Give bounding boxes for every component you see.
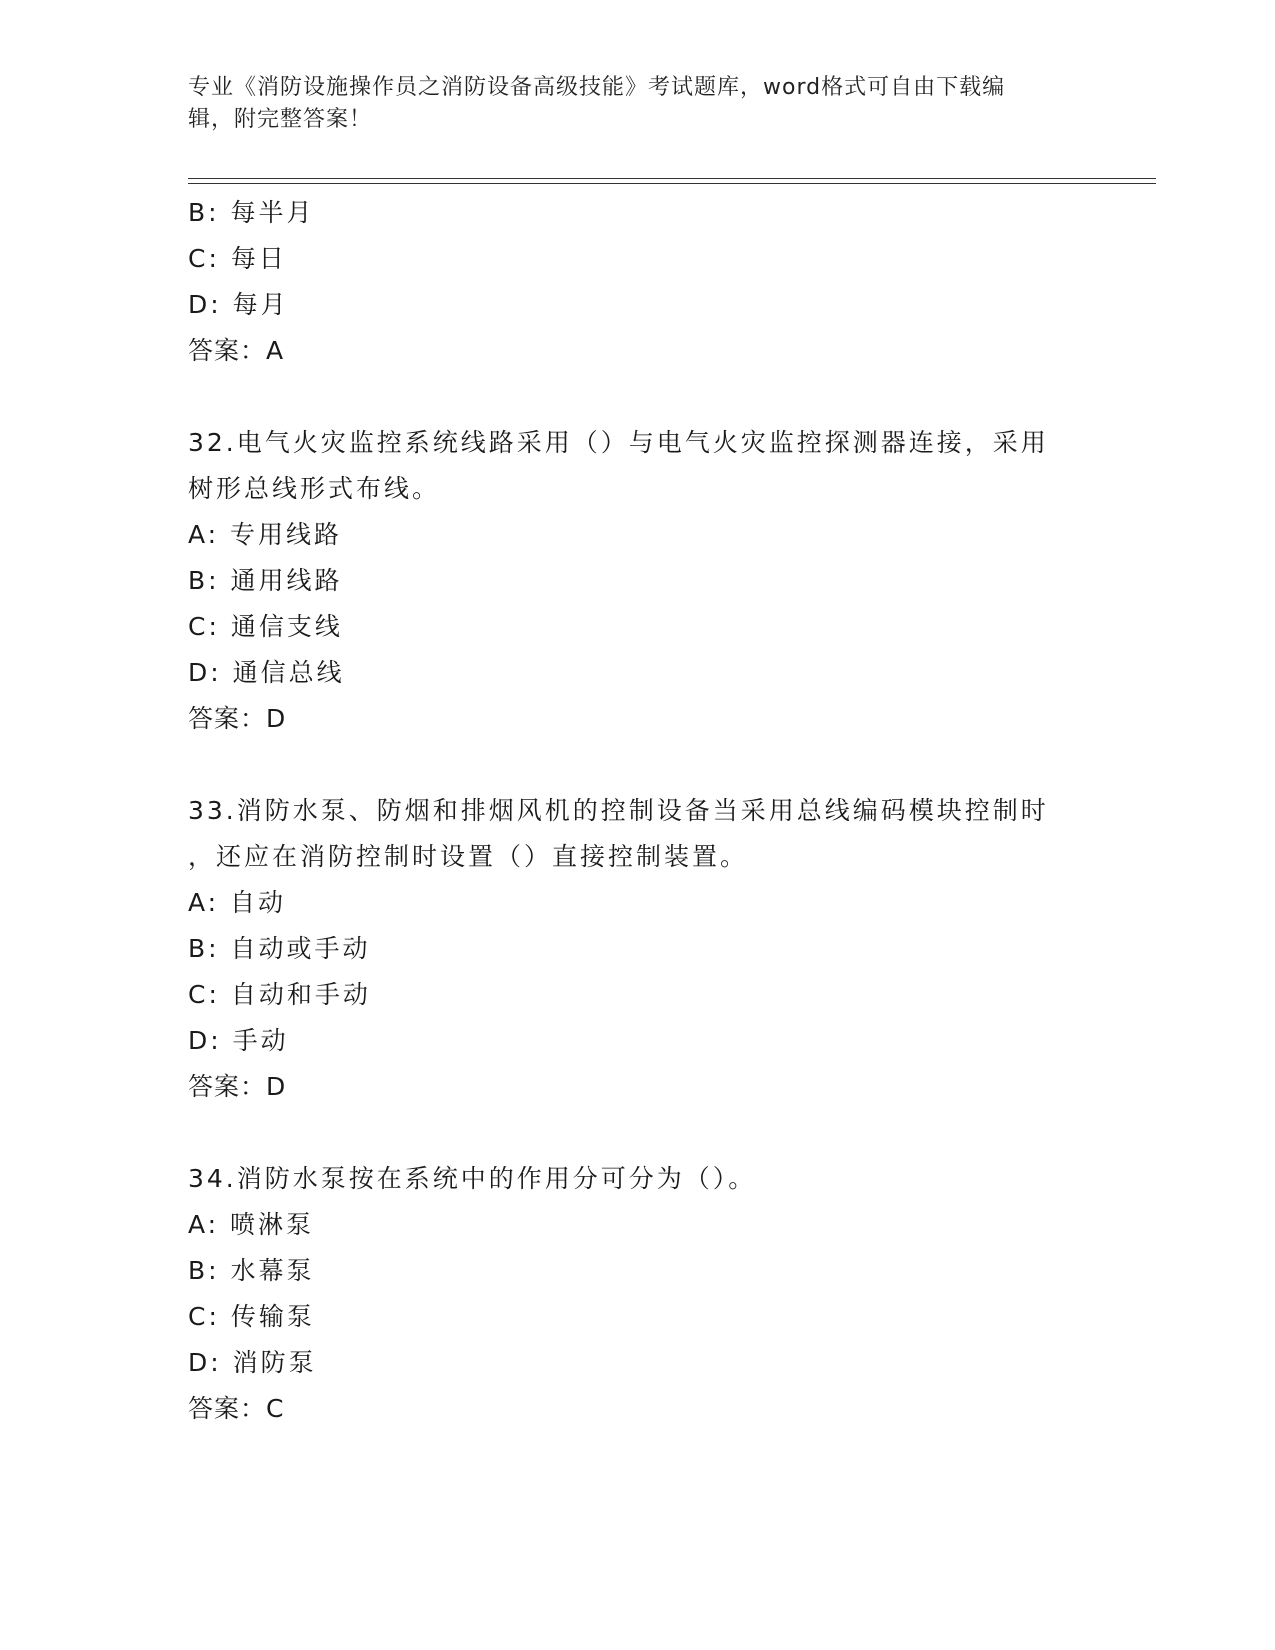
question-text-line-2: ，还应在消防控制时设置（）直接控制装置。 bbox=[188, 842, 749, 871]
option-d: D: 消防泵 bbox=[188, 1348, 317, 1377]
header-divider-bottom bbox=[188, 183, 1156, 184]
header-line-1: 专业《消防设施操作员之消防设备高级技能》考试题库，word格式可自由下载编 bbox=[188, 75, 1006, 100]
question-33 bbox=[188, 788, 1088, 1110]
option-b: B: 水幕泵 bbox=[188, 1256, 315, 1285]
answer-line: 答案：D bbox=[188, 1072, 287, 1101]
question-31-continued bbox=[188, 190, 1088, 374]
option-a: A: 专用线路 bbox=[188, 520, 343, 549]
header-line-2: 辑，附完整答案！ bbox=[188, 107, 373, 132]
answer-line: 答案：D bbox=[188, 704, 287, 733]
answer-line: 答案：A bbox=[188, 336, 285, 365]
option-c: C: 每日 bbox=[188, 244, 287, 273]
question-text-line-1: 33.消防水泵、防烟和排烟风机的控制设备当采用总线编码模块控制时 bbox=[188, 796, 1049, 825]
option-d: D: 手动 bbox=[188, 1026, 289, 1055]
question-34 bbox=[188, 1156, 1088, 1432]
option-c: C: 自动和手动 bbox=[188, 980, 371, 1009]
header-divider-top bbox=[188, 178, 1156, 179]
question-content bbox=[188, 190, 1088, 1432]
option-c: C: 通信支线 bbox=[188, 612, 343, 641]
document-header bbox=[188, 72, 1088, 136]
option-a: A: 自动 bbox=[188, 888, 287, 917]
question-32 bbox=[188, 420, 1088, 742]
option-c: C: 传输泵 bbox=[188, 1302, 315, 1331]
question-text-line-1: 34.消防水泵按在系统中的作用分可分为（）。 bbox=[188, 1164, 757, 1193]
option-d: D: 通信总线 bbox=[188, 658, 345, 687]
option-a: A: 喷淋泵 bbox=[188, 1210, 315, 1239]
answer-line: 答案：C bbox=[188, 1394, 285, 1423]
question-text-line-2: 树形总线形式布线。 bbox=[188, 474, 441, 503]
option-b: B: 自动或手动 bbox=[188, 934, 371, 963]
option-b: B: 通用线路 bbox=[188, 566, 343, 595]
option-d: D: 每月 bbox=[188, 290, 289, 319]
question-text-line-1: 32.电气火灾监控系统线路采用（）与电气火灾监控探测器连接，采用 bbox=[188, 428, 1049, 457]
option-b: B: 每半月 bbox=[188, 198, 315, 227]
